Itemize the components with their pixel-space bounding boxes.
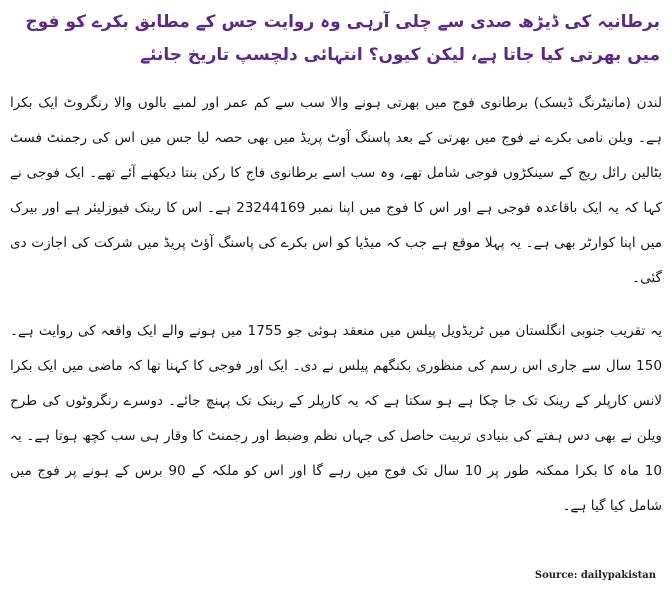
paragraph-spacer xyxy=(10,292,662,314)
source-credit: Source: dailypakistan xyxy=(534,570,656,581)
article-paragraph-1: لندن (مانیٹرنگ ڈیسک) برطانوی فوج میں بھرتی ہونے والا سب سے کم عمر اور لمبے بالوں والا رنگروٹ ایک بکرا ہے۔ ویلن نامی بکرے نے فوج میں بھرتی کے بعد پاسنگ آوٹ پریڈ میں بھی حصہ لیا جس میں اس کی رجمنٹ فسٹ بٹالین رائل ریج کے سینکڑوں فوجی شامل تھے، وہ سب اسے برطانوی فاج کا رکن بنتا دیکھنے آئے تھے۔ ایک فوجی نے کہا کہ یہ ایک باقاعدہ فوجی ہے اور اس کا فوج میں اپنا نمبر 23244169 ہے۔ اس کا رینک فیوزلیئر ہے اور بیرک میں اپنا کوارٹر بھی ہے۔ یہ پہلا موقع ہے جب کہ میڈیا کو اس بکرے کی پاسنگ آؤٹ پریڈ میں شرکت کی اجازت دی گئی۔ xyxy=(10,95,662,286)
article-paragraph-2: یہ تقریب جنوبی انگلستان میں ٹریڈویل پیلس میں منعقد ہوئی جو 1755 میں ہونے والے ایک واقعہ کی روایت ہے۔ 150 سال سے جاری اس رسم کی منظوری بکنگھم پیلس نے دی۔ ایک اور فوجی کا کہنا تھا کہ ماضی میں ایک بکرا لانس کارپلر کے رینک تک جا چکا ہے ہو سکتا ہے کہ یہ کارپلر کے رینک تک پہنچ جائے۔ دوسرے رنگروٹوں کی طرح ویلن نے بھی دس ہفتے کی بنیادی تربیت حاصل کی جہاں نظم وضبط اور رجمنٹ کا وقار ہی سب کچھ ہوتا ہے۔ یہ 10 ماہ کا بکرا ممکنہ طور پر 10 سال تک فوج میں رہے گا اور اس کو ملکہ کے 90 برس کے ہونے پر فوج میں شامل کیا گیا ہے۔ xyxy=(10,323,662,514)
article-headline: برطانیہ کی ڈیڑھ صدی سے چلی آرہی وہ روایت جس کے مطابق بکرے کو فوج میں بھرتی کیا جاتا ہے، لیکن کیوں؟ انتہائی دلچسپ تاریخ جانئے xyxy=(25,12,660,65)
